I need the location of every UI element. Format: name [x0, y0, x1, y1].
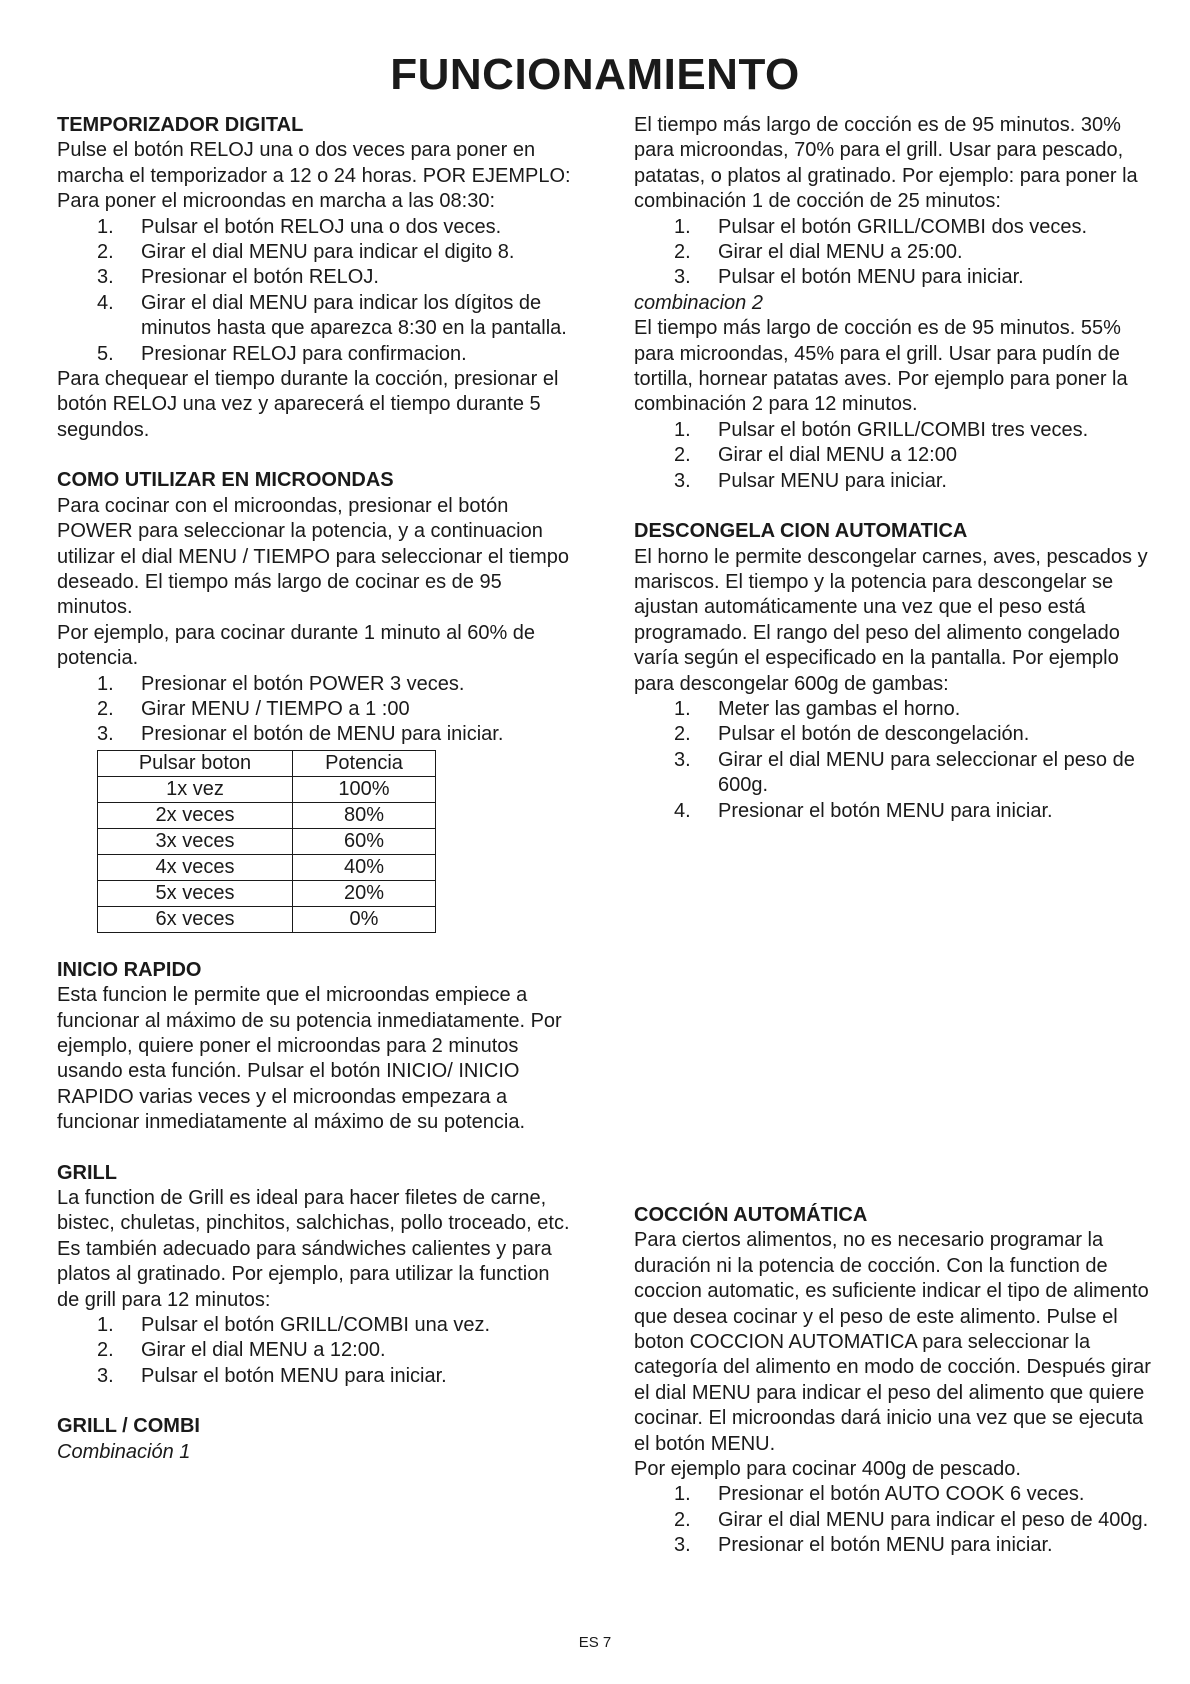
list-item: 4. Presionar el botón MENU para iniciar.: [674, 799, 1053, 822]
table-cell: 6x veces: [98, 906, 293, 932]
list-item: 2. Girar MENU / TIEMPO a 1 :00: [97, 697, 410, 720]
table-cell: 60%: [293, 828, 436, 854]
list-item: 2. Girar el dial MENU a 25:00.: [674, 241, 963, 264]
table-cell: 5x veces: [98, 880, 293, 906]
table-cell: 0%: [293, 906, 436, 932]
list-item: 3. Pulsar el botón MENU para iniciar.: [674, 266, 1024, 289]
list-item: 3. Pulsar MENU para iniciar.: [674, 469, 947, 492]
table-row: [98, 906, 436, 932]
table-header-row: [98, 750, 436, 776]
left-column: [57, 113, 577, 1465]
paragraph: Pulse el botón RELOJ una o dos veces para poner en marcha el temporizador a 12 o 24 horas. POR EJEMPLO: Para poner el microondas en marcha a las 08:30:: [57, 139, 571, 213]
table-cell: 2x veces: [98, 802, 293, 828]
paragraph: Para chequear el tiempo durante la cocción, presionar el botón RELOJ una vez y aparecerá el tiempo durante 5 segundos.: [57, 368, 559, 441]
heading-descongelacion: DESCONGELA CION AUTOMATICA: [634, 520, 968, 543]
subheading-combinacion-1: Combinación 1: [57, 1440, 191, 1463]
paragraph: El horno le permite descongelar carnes, aves, pescados y mariscos. El tiempo y la potencia para descongelar se ajustan automáticamente una vez que el peso está programado. El rango del peso del alimento congelado varía según el especificado en la pantalla. Por ejemplo para descongelar 600g de gambas:: [634, 545, 1148, 695]
list-item: 3. Pulsar el botón MENU para iniciar.: [97, 1364, 447, 1387]
list-item: 1. Presionar el botón POWER 3 veces.: [97, 672, 465, 695]
heading-temporizador: TEMPORIZADOR DIGITAL: [57, 114, 304, 136]
table-cell: 1x vez: [98, 776, 293, 802]
heading-inicio-rapido: INICIO RAPIDO: [57, 958, 202, 981]
list-item: 2. Girar el dial MENU para indicar el peso de 400g.: [674, 1508, 1149, 1531]
list-item: 1. Pulsar el botón RELOJ una o dos veces.: [97, 215, 502, 238]
table-header: Pulsar boton: [98, 750, 293, 776]
list-item: 3. Presionar el botón MENU para iniciar.: [674, 1534, 1053, 1557]
list-item: 2. Girar el dial MENU a 12:00.: [97, 1339, 386, 1362]
section-combinacion-1: [634, 113, 1154, 494]
section-grill: [57, 1161, 577, 1390]
table-row: [98, 880, 436, 906]
section-temporizador: [57, 113, 577, 443]
section-grill-combi: [57, 1414, 577, 1465]
right-column: [634, 113, 1154, 824]
table-cell: 20%: [293, 880, 436, 906]
list-item: 2. Girar el dial MENU para indicar el digito 8.: [97, 241, 515, 264]
table-row: [98, 828, 436, 854]
list-item: 3. Presionar el botón RELOJ.: [97, 266, 379, 289]
list-item: 1. Meter las gambas el horno.: [674, 697, 961, 720]
paragraph: La function de Grill es ideal para hacer filetes de carne, bistec, chuletas, pinchitos, salchichas, pollo troceado, etc. Es también adecuado para sándwiches calientes y para platos al gratinado. Por ejemplo, para utilizar la function de grill para 12 minutos:: [57, 1187, 570, 1311]
table-cell: 100%: [293, 776, 436, 802]
power-table: [97, 750, 436, 933]
list-item: 1. Presionar el botón AUTO COOK 6 veces.: [674, 1483, 1085, 1506]
paragraph: Para ciertos alimentos, no es necesario programar la duración ni la potencia de cocción. Con la function de coccion automatic, es suficiente indicar el tipo de alimento que desea cocinar y el peso de este alimento. Pulse el boton COCCION AUTOMATICA para seleccionar la categoría del alimento en modo de cocción. Después girar el dial MENU para indicar el peso del alimento que quiere cocinar. El microondas dará inicio una vez que se ejecuta el botón MENU.: [634, 1229, 1151, 1455]
list-item: 1. Pulsar el botón GRILL/COMBI tres veces.: [674, 418, 1089, 441]
section-coccion-automatica: [634, 1203, 1154, 1559]
page-title: FUNCIONAMIENTO: [390, 50, 800, 99]
paragraph: El tiempo más largo de cocción es de 95 minutos. 55% para microondas, 45% para el grill. Usar para pudín de tortilla, hornear patatas aves. Por ejemplo para poner la combinación 2 para 12 minutos.: [634, 317, 1128, 416]
section-descongelacion: [634, 519, 1154, 824]
paragraph: Por ejemplo para cocinar 400g de pescado.: [634, 1458, 1021, 1481]
list-item: 2. Girar el dial MENU a 12:00: [674, 444, 957, 467]
page-number: ES 7: [578, 1634, 612, 1651]
steps-list: [57, 1313, 577, 1389]
table-cell: 3x veces: [98, 828, 293, 854]
subheading-combinacion-2: combinacion 2: [634, 291, 763, 314]
list-item: 5. Presionar RELOJ para confirmacion.: [97, 342, 467, 365]
steps-list: [57, 215, 577, 367]
paragraph: Por ejemplo, para cocinar durante 1 minuto al 60% de potencia.: [57, 621, 536, 670]
list-item: 1. Pulsar el botón GRILL/COMBI una vez.: [97, 1314, 491, 1337]
paragraph: El tiempo más largo de cocción es de 95 minutos. 30% para microondas, 70% para el grill. Usar para pescado, patatas, o platos al gratinado. Por ejemplo: para poner la combinación 1 de cocción de 25 minutos:: [634, 114, 1138, 213]
paragraph: Esta funcion le permite que el microondas empiece a funcionar al máximo de su potencia inmediatamente. Por ejemplo, quiere poner el microondas para 2 minutos usando esta función. Pulsar el botón INICIO/ INICIO RAPIDO varias veces y el microondas empezara a funcionar inmediatamente al máximo de su potencia.: [57, 984, 562, 1134]
list-item: 4. Girar el dial MENU para indicar los dígitos de minutos hasta que aparezca 8:30 en la pantalla.: [97, 291, 567, 340]
list-item: 3. Presionar el botón de MENU para iniciar.: [97, 723, 504, 746]
heading-coccion-automatica: COCCIÓN AUTOMÁTICA: [634, 1204, 868, 1226]
table-row: [98, 854, 436, 880]
table-cell: 80%: [293, 802, 436, 828]
section-inicio-rapido: [57, 958, 577, 1136]
heading-microondas: COMO UTILIZAR EN MICROONDAS: [57, 469, 394, 492]
table-header: Potencia: [293, 750, 436, 776]
list-item: 2. Pulsar el botón de descongelación.: [674, 723, 1030, 746]
list-item: 1. Pulsar el botón GRILL/COMBI dos veces.: [674, 215, 1088, 238]
table-row: [98, 802, 436, 828]
section-microondas: [57, 468, 577, 932]
steps-list: [57, 672, 577, 748]
table-cell: 40%: [293, 854, 436, 880]
steps-list: [634, 1482, 1154, 1558]
steps-list: [634, 418, 1154, 494]
table-row: [98, 776, 436, 802]
steps-list: [634, 697, 1154, 824]
paragraph: Para cocinar con el microondas, presionar el botón POWER para seleccionar la potencia, y a continuacion utilizar el dial MENU / TIEMPO para seleccionar el tiempo deseado. El tiempo más largo de cocinar es de 95 minutos.: [57, 494, 570, 619]
heading-grill-combi: GRILL / COMBI: [57, 1415, 200, 1438]
list-item: 3. Girar el dial MENU para seleccionar el peso de 600g.: [674, 748, 1135, 797]
right-column-bottom: [634, 1203, 1154, 1559]
heading-grill: GRILL: [57, 1161, 117, 1184]
table-cell: 4x veces: [98, 854, 293, 880]
steps-list: [634, 215, 1154, 291]
